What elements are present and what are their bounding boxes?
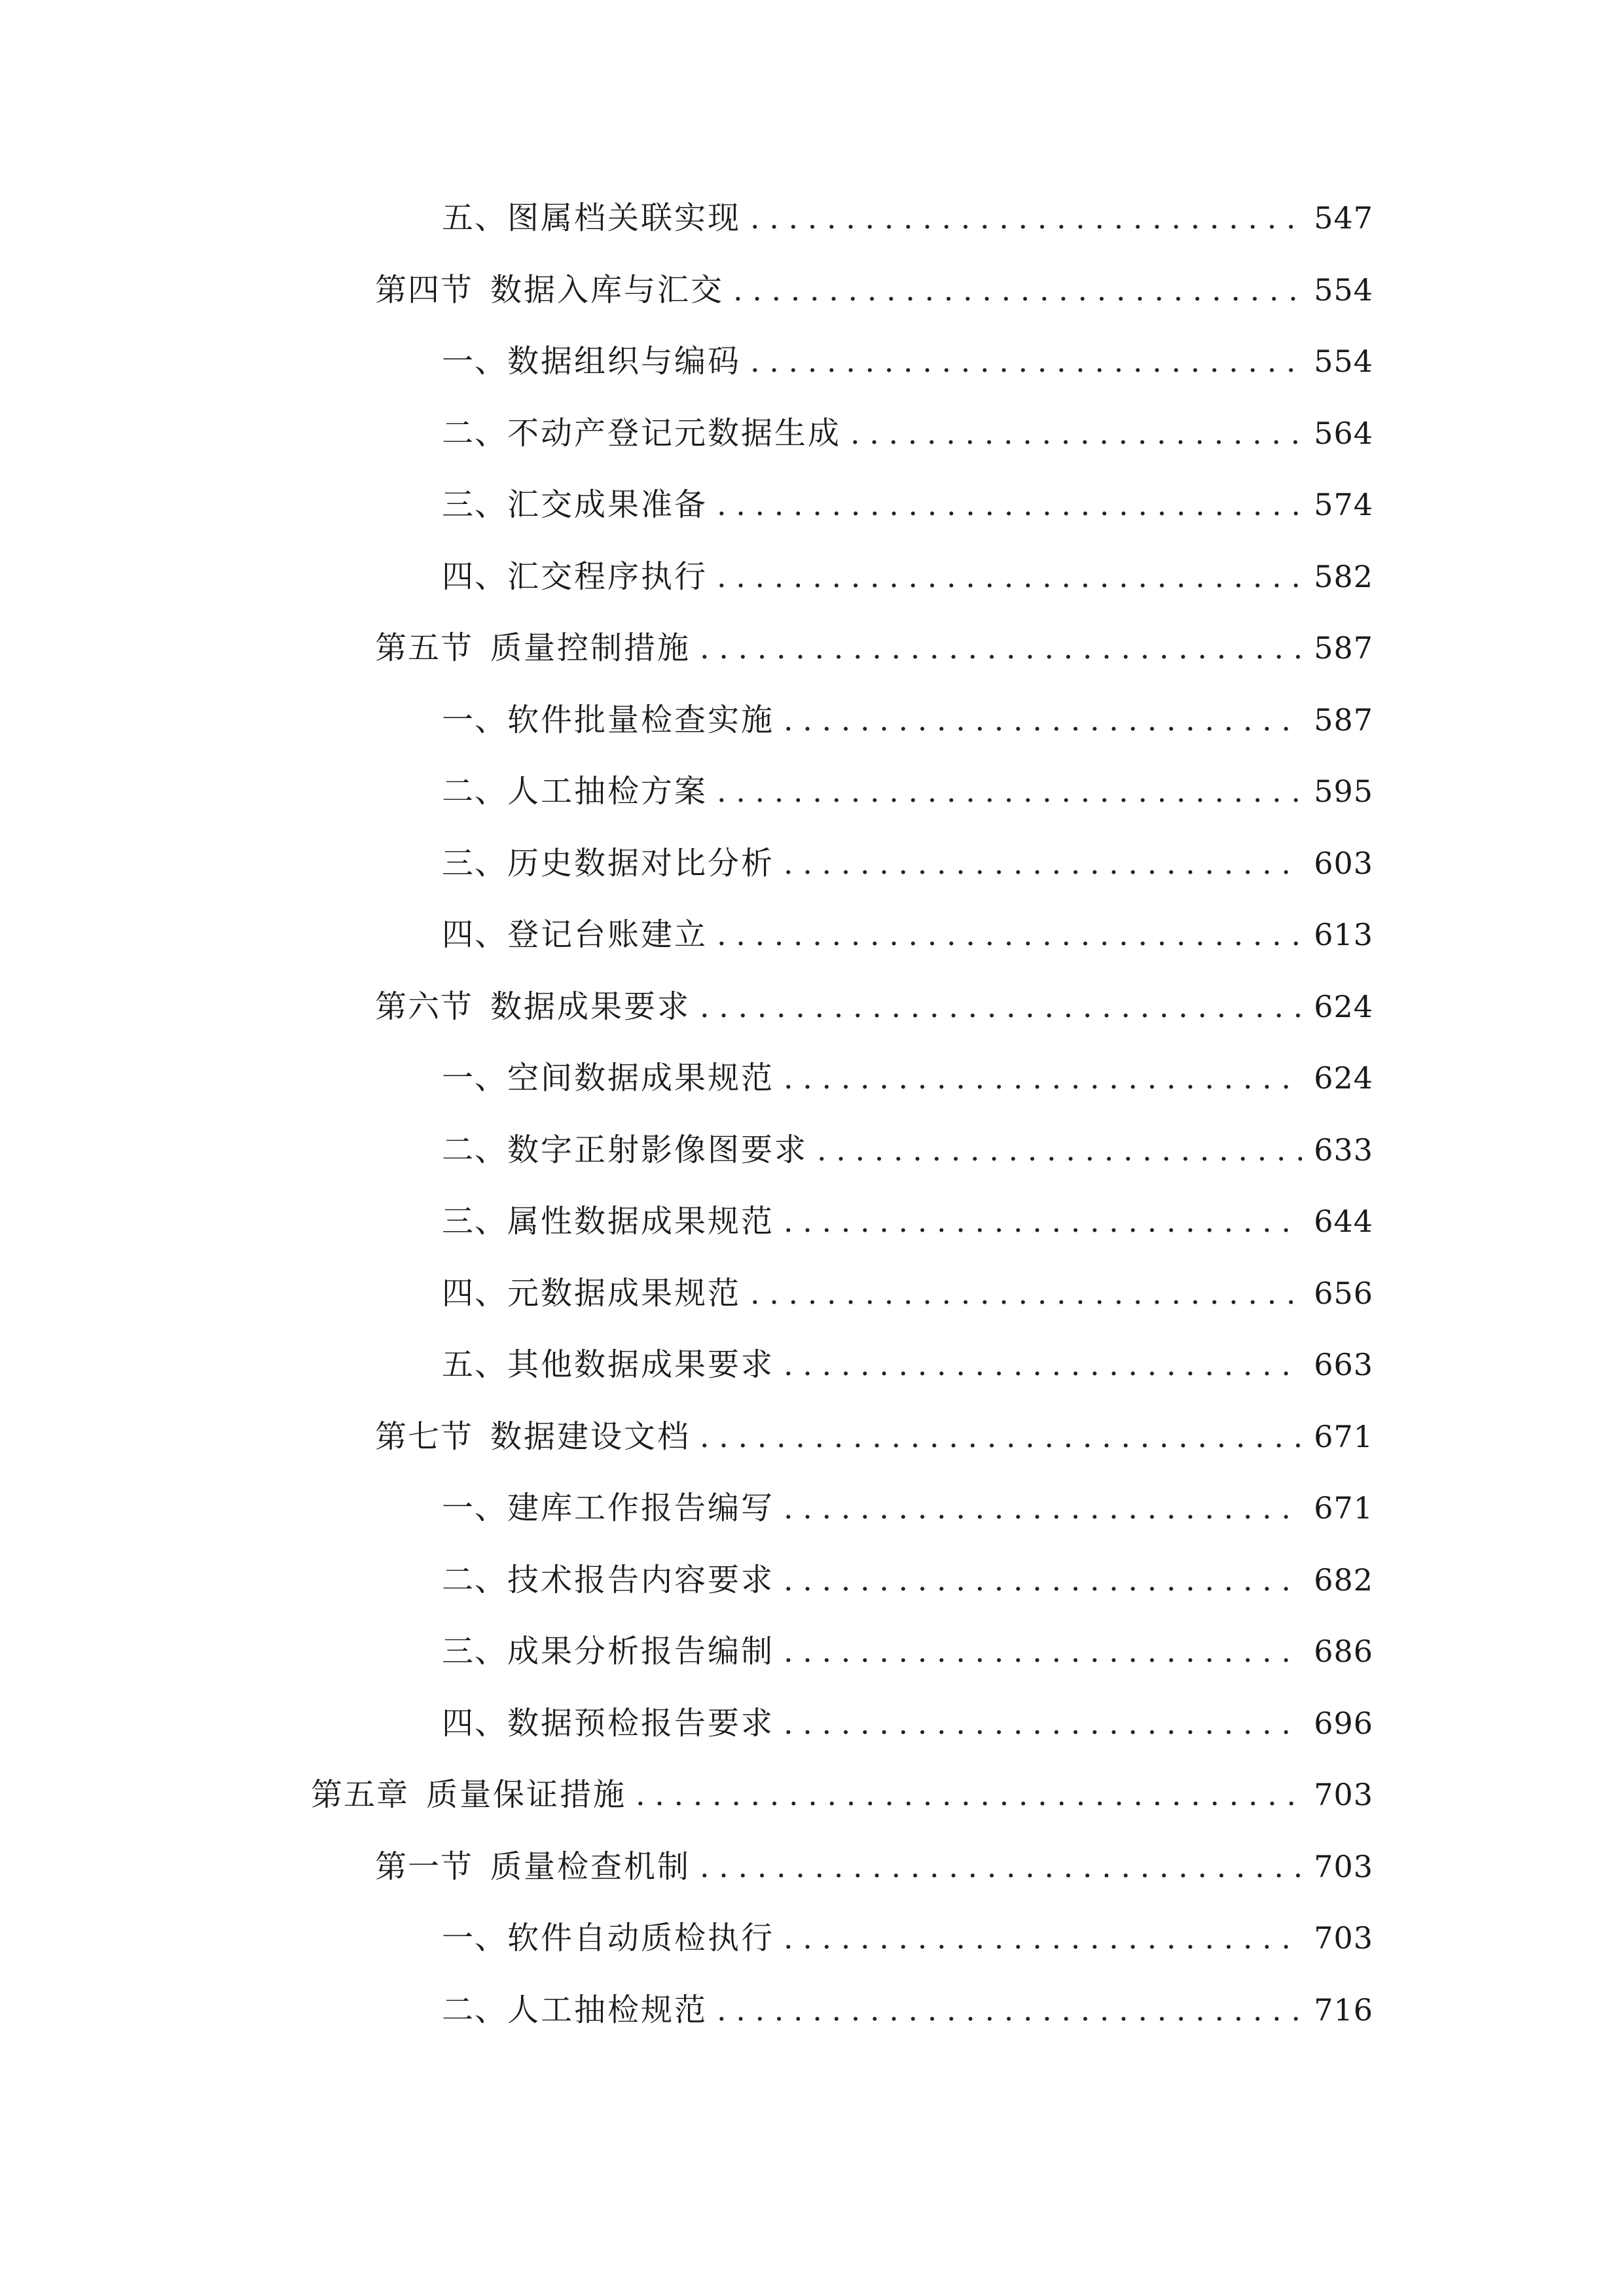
toc-entry[interactable] — [442, 1622, 1373, 1681]
toc-entry[interactable] — [442, 188, 1373, 247]
toc-entry-title: 历史数据对比分析 — [507, 845, 775, 882]
toc-entry[interactable] — [442, 332, 1373, 391]
toc-entry-number: 四、 — [442, 1275, 508, 1312]
dot-leader — [750, 332, 1302, 391]
toc-entry-number: 二、 — [442, 1132, 508, 1168]
toc-entry-number: 一、 — [442, 1060, 508, 1096]
toc-entry-title: 质量检查机制 — [490, 1848, 691, 1885]
toc-entry-title: 登记台账建立 — [507, 916, 708, 953]
toc-entry-number: 四、 — [442, 1705, 508, 1742]
toc-entry-title: 质量控制措施 — [490, 630, 691, 666]
toc-entry-title: 空间数据成果规范 — [507, 1060, 775, 1096]
toc-entry-title: 数据预检报告要求 — [507, 1705, 775, 1742]
dot-leader — [717, 905, 1302, 964]
toc-entry-number: 二、 — [442, 1992, 508, 2028]
toc-entry-page: 554 — [1314, 344, 1373, 379]
toc-entry-page: 582 — [1314, 559, 1373, 594]
toc-entry-title: 人工抽检方案 — [507, 773, 708, 810]
toc-entry-title: 人工抽检规范 — [507, 1992, 708, 2028]
toc-entry-number: 第五节 — [375, 630, 474, 666]
toc-entry-number: 二、 — [442, 1562, 508, 1598]
toc-entry-number: 三、 — [442, 1633, 508, 1670]
toc-entry[interactable] — [442, 834, 1373, 893]
toc-entry[interactable] — [442, 1049, 1373, 1107]
toc-entry-title: 数据组织与编码 — [507, 343, 742, 380]
toc-entry[interactable] — [375, 260, 1373, 319]
toc-entry-number: 二、 — [442, 773, 508, 810]
dot-leader — [750, 1264, 1302, 1323]
toc-entry-page: 671 — [1314, 1490, 1373, 1526]
toc-entry-number: 一、 — [442, 1490, 508, 1526]
toc-entry-number: 一、 — [442, 702, 508, 738]
toc-entry[interactable] — [375, 977, 1373, 1036]
toc-entry[interactable] — [442, 905, 1373, 964]
toc-entry-page: 644 — [1314, 1204, 1373, 1239]
toc-entry-title: 数据建设文档 — [490, 1418, 691, 1455]
toc-entry-title: 不动产登记元数据生成 — [507, 415, 842, 452]
toc-entry-page: 682 — [1314, 1562, 1373, 1598]
toc-entry[interactable] — [442, 691, 1373, 749]
toc-entry-page: 656 — [1314, 1276, 1373, 1311]
dot-leader — [700, 619, 1302, 677]
toc-entry-page: 671 — [1314, 1419, 1373, 1454]
toc-entry-title: 数据入库与汇交 — [490, 272, 725, 308]
dot-leader — [784, 834, 1302, 893]
toc-entry[interactable] — [375, 619, 1373, 677]
toc-entry[interactable] — [375, 1407, 1373, 1466]
toc-entry-number: 一、 — [442, 343, 508, 380]
toc-entry[interactable] — [442, 1192, 1373, 1251]
toc-entry-number: 三、 — [442, 486, 508, 523]
toc-entry[interactable] — [442, 1264, 1373, 1323]
toc-entry-number: 第四节 — [375, 272, 474, 308]
toc-entry-number: 三、 — [442, 845, 508, 882]
toc-entry-title: 其他数据成果要求 — [507, 1346, 775, 1383]
toc-entry-number: 第一节 — [375, 1848, 474, 1885]
toc-entry-number: 五、 — [442, 1346, 508, 1383]
dot-leader — [817, 1121, 1302, 1179]
toc-entry-page: 554 — [1314, 272, 1373, 308]
toc-entry[interactable] — [442, 1909, 1373, 1967]
toc-entry-title: 成果分析报告编制 — [507, 1633, 775, 1670]
toc-entry[interactable] — [442, 404, 1373, 463]
toc-entry-title: 汇交成果准备 — [507, 486, 708, 523]
dot-leader — [700, 1407, 1302, 1466]
dot-leader — [700, 1837, 1302, 1896]
toc-entry-number: 二、 — [442, 415, 508, 452]
toc-entry-page: 696 — [1314, 1706, 1373, 1741]
toc-entry[interactable] — [375, 1837, 1373, 1896]
toc-entry-page: 686 — [1314, 1634, 1373, 1669]
toc-entry-page: 703 — [1314, 1849, 1373, 1884]
toc-entry[interactable] — [442, 1551, 1373, 1609]
toc-entry[interactable] — [442, 475, 1373, 534]
dot-leader — [717, 1981, 1302, 2039]
toc-entry-number: 第七节 — [375, 1418, 474, 1455]
toc-entry-number: 四、 — [442, 558, 508, 595]
toc-entry[interactable] — [311, 1765, 1373, 1824]
toc-entry-page: 595 — [1314, 774, 1373, 809]
toc-entry-title: 图属档关联实现 — [507, 200, 742, 236]
toc-entry-page: 716 — [1314, 1992, 1373, 2028]
toc-entry-number: 五、 — [442, 200, 508, 236]
toc-entry[interactable] — [442, 1479, 1373, 1537]
dot-leader — [784, 1551, 1302, 1609]
toc-entry-number: 三、 — [442, 1203, 508, 1240]
toc-entry-page: 574 — [1314, 487, 1373, 522]
toc-entry-number: 第六节 — [375, 988, 474, 1025]
toc-entry[interactable] — [442, 547, 1373, 606]
toc-entry[interactable] — [442, 1981, 1373, 2039]
dot-leader — [717, 762, 1302, 821]
dot-leader — [784, 1479, 1302, 1537]
toc-entry-page: 624 — [1314, 989, 1373, 1024]
toc-entry[interactable] — [442, 1121, 1373, 1179]
dot-leader — [733, 260, 1302, 319]
toc-entry-page: 587 — [1314, 702, 1373, 738]
toc-entry-title: 建库工作报告编写 — [507, 1490, 775, 1526]
toc-entry-page: 587 — [1314, 630, 1373, 666]
toc-entry[interactable] — [442, 1694, 1373, 1753]
toc-entry-title: 质量保证措施 — [426, 1776, 627, 1813]
dot-leader — [784, 1622, 1302, 1681]
toc-entry-page: 547 — [1314, 200, 1373, 236]
toc-entry-number: 第五章 — [311, 1776, 410, 1813]
dot-leader — [784, 691, 1302, 749]
toc-entry-page: 703 — [1314, 1920, 1373, 1956]
dot-leader — [784, 1192, 1302, 1251]
toc-entry-page: 603 — [1314, 846, 1373, 881]
toc-entry[interactable] — [442, 1335, 1373, 1394]
dot-leader — [784, 1694, 1302, 1753]
dot-leader — [636, 1765, 1302, 1824]
dot-leader — [784, 1909, 1302, 1967]
toc-entry-title: 软件自动质检执行 — [507, 1920, 775, 1956]
dot-leader — [750, 188, 1302, 247]
toc-entry-page: 633 — [1314, 1132, 1373, 1168]
toc-entry-number: 四、 — [442, 916, 508, 953]
toc-entry-page: 624 — [1314, 1060, 1373, 1096]
toc-entry-title: 技术报告内容要求 — [507, 1562, 775, 1598]
toc-entry-page: 613 — [1314, 917, 1373, 952]
dot-leader — [784, 1049, 1302, 1107]
toc-entry[interactable] — [442, 762, 1373, 821]
toc-entry-page: 663 — [1314, 1347, 1373, 1382]
dot-leader — [717, 475, 1302, 534]
dot-leader — [784, 1335, 1302, 1394]
toc-entry-page: 703 — [1314, 1777, 1373, 1812]
dot-leader — [700, 977, 1302, 1036]
dot-leader — [717, 547, 1302, 606]
toc-entry-page: 564 — [1314, 416, 1373, 451]
toc-entry-title: 数字正射影像图要求 — [507, 1132, 808, 1168]
toc-entry-title: 软件批量检查实施 — [507, 702, 775, 738]
toc-entry-title: 元数据成果规范 — [507, 1275, 742, 1312]
toc-entry-title: 数据成果要求 — [490, 988, 691, 1025]
dot-leader — [850, 404, 1302, 463]
toc-entry-title: 汇交程序执行 — [507, 558, 708, 595]
toc-entry-title: 属性数据成果规范 — [507, 1203, 775, 1240]
toc-entry-number: 一、 — [442, 1920, 508, 1956]
